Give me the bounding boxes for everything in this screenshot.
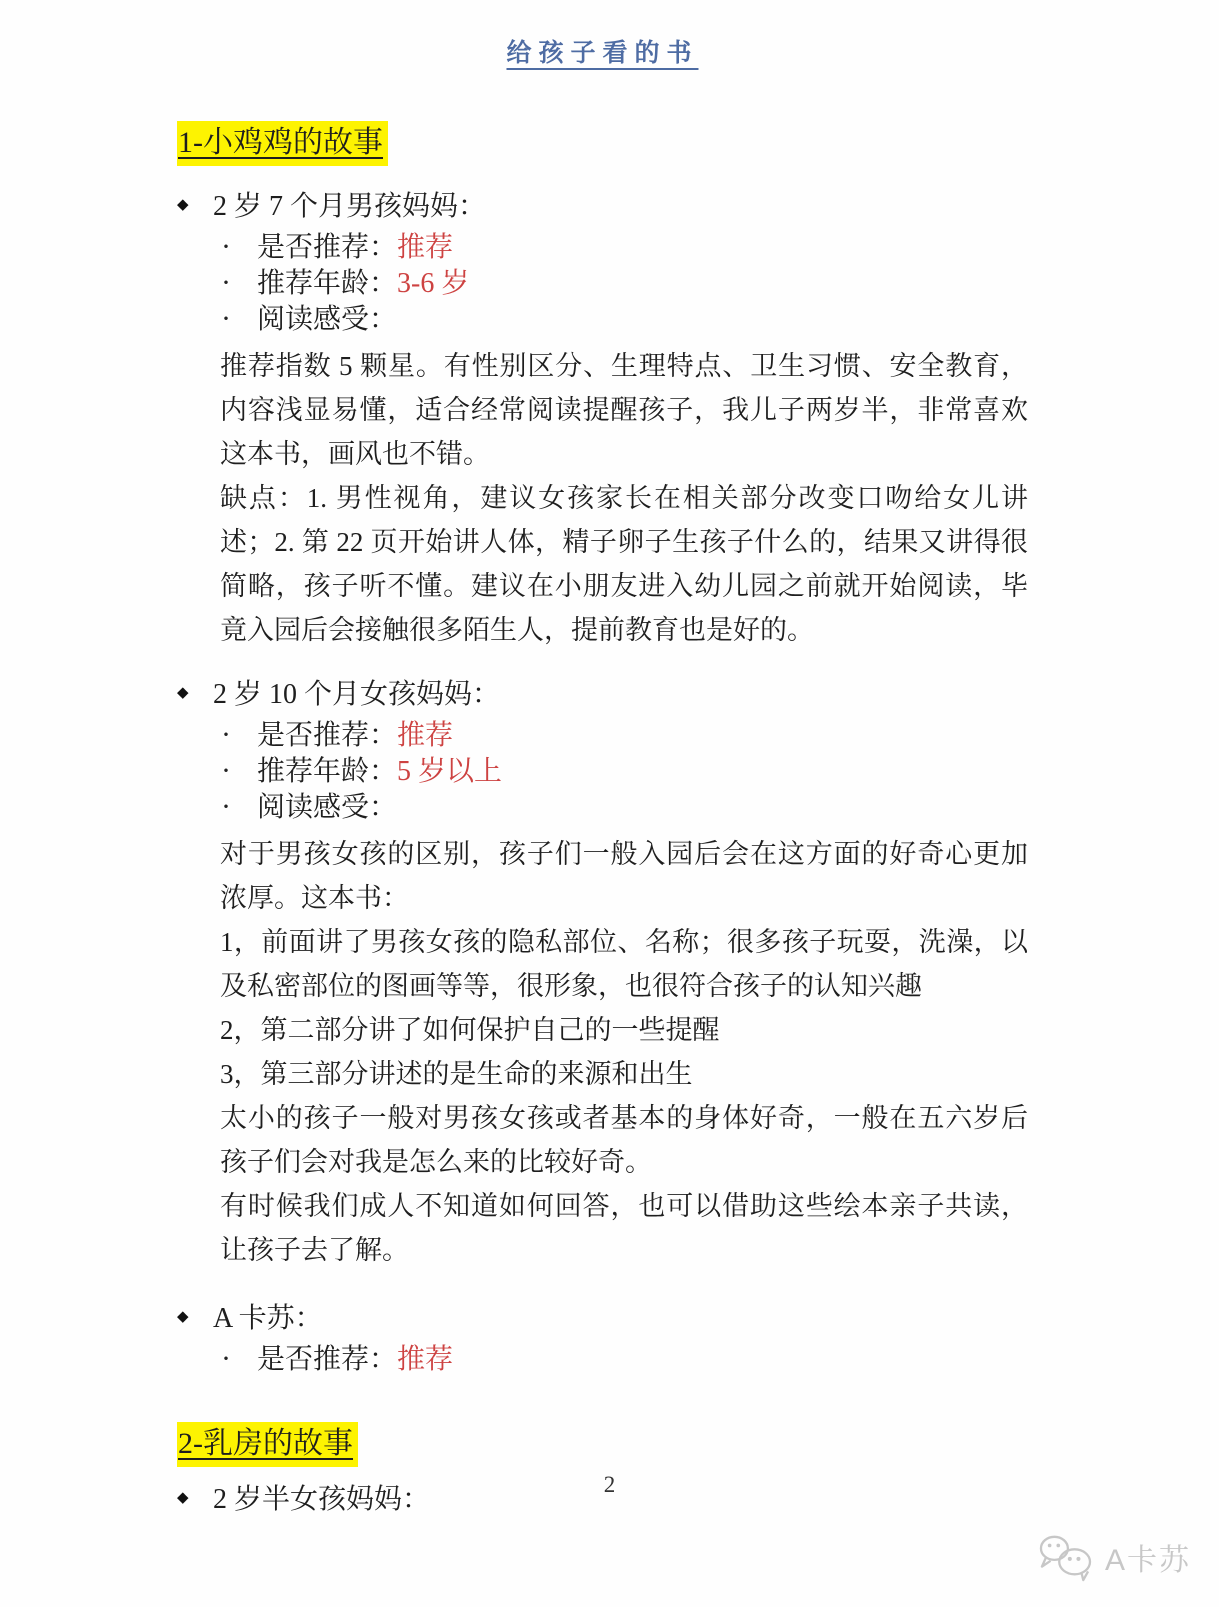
paragraph: 有时候我们成人不知道如何回答，也可以借助这些绘本亲子共读，让孩子去了解。 bbox=[220, 1191, 1028, 1265]
dot-bullet-icon: · bbox=[221, 718, 231, 751]
item-feeling bbox=[177, 302, 1028, 338]
item-label: 是否推荐： bbox=[257, 1344, 398, 1375]
paragraph: 对于男孩女孩的区别，孩子们一般入园后会在这方面的好奇心更加浓厚。这本书： bbox=[220, 839, 1028, 913]
item-value: 5 岁以上 bbox=[397, 756, 503, 787]
dot-bullet-icon: · bbox=[221, 230, 231, 263]
item-value: 推荐 bbox=[397, 1344, 454, 1375]
item-label: 推荐年龄： bbox=[257, 756, 398, 787]
item-value: 推荐 bbox=[397, 720, 454, 751]
section-1-heading-text: 1-小鸡鸡的故事 bbox=[177, 121, 388, 166]
item-label: 是否推荐： bbox=[257, 720, 398, 751]
item-feeling bbox=[177, 790, 1028, 826]
dot-bullet-icon: · bbox=[221, 1342, 231, 1375]
entry-items bbox=[177, 1342, 1028, 1378]
document-title bbox=[177, 36, 1028, 75]
diamond-bullet-icon: ◆ bbox=[177, 197, 189, 213]
paragraph: 2，第二部分讲了如何保护自己的一些提醒 bbox=[220, 1015, 720, 1045]
dot-bullet-icon: · bbox=[221, 754, 231, 787]
item-label: 是否推荐： bbox=[257, 232, 398, 263]
entry-items bbox=[177, 230, 1028, 338]
section-1 bbox=[177, 121, 1028, 1378]
section-2-heading-text: 2-乳房的故事 bbox=[177, 1422, 358, 1467]
watermark bbox=[1033, 1532, 1191, 1582]
entry-title-text: 2 岁半女孩妈妈： bbox=[213, 1484, 431, 1515]
watermark-text: A卡苏 bbox=[1104, 1544, 1191, 1577]
diamond-bullet-icon: ◆ bbox=[177, 1490, 189, 1506]
entry-paragraphs bbox=[220, 344, 1028, 652]
diamond-bullet-icon: ◆ bbox=[177, 1309, 189, 1325]
entry-title-text: 2 岁 10 个月女孩妈妈： bbox=[213, 679, 501, 710]
entry-title bbox=[177, 1298, 1028, 1340]
item-value: 3-6 岁 bbox=[397, 268, 470, 299]
item-label: 推荐年龄： bbox=[257, 268, 398, 299]
item-label: 阅读感受： bbox=[257, 304, 398, 335]
entry-boy-2y7m bbox=[177, 186, 1028, 652]
document-title-text: 给孩子看的书 bbox=[506, 40, 699, 67]
page-number: 2 bbox=[603, 1472, 616, 1497]
dot-bullet-icon: · bbox=[221, 266, 231, 299]
document-content bbox=[177, 0, 1028, 1521]
entry-title-text: 2 岁 7 个月男孩妈妈： bbox=[213, 191, 487, 222]
entry-items bbox=[177, 718, 1028, 826]
item-age bbox=[177, 266, 1028, 302]
item-label: 阅读感受： bbox=[257, 792, 398, 823]
diamond-bullet-icon: ◆ bbox=[177, 685, 189, 701]
entry-title bbox=[177, 674, 1028, 716]
entry-title bbox=[177, 186, 1028, 228]
paragraph: 缺点：1. 男性视角，建议女孩家长在相关部分改变口吻给女儿讲述；2. 第 22 页开始讲人体，精子卵子生孩子什么的，结果又讲得很简略，孩子听不懂。建议在小朋友进入幼儿园之前就开始阅读，毕竟入园后会接触很多陌生人，提前教育也是好的。 bbox=[220, 483, 1028, 645]
paragraph: 3，第三部分讲述的是生命的来源和出生 bbox=[220, 1059, 693, 1089]
dot-bullet-icon: · bbox=[221, 790, 231, 823]
entry-title-text: A 卡苏： bbox=[213, 1303, 323, 1334]
paragraph: 1，前面讲了男孩女孩的隐私部位、名称；很多孩子玩耍，洗澡，以及私密部位的图画等等，很形象，也很符合孩子的认知兴趣 bbox=[220, 927, 1028, 1001]
item-age bbox=[177, 754, 1028, 790]
wechat-icon bbox=[1033, 1532, 1097, 1582]
paragraph: 推荐指数 5 颗星。有性别区分、生理特点、卫生习惯、安全教育，内容浅显易懂，适合经常阅读提醒孩子，我儿子两岁半，非常喜欢这本书，画风也不错。 bbox=[220, 351, 1028, 469]
paragraph: 太小的孩子一般对男孩女孩或者基本的身体好奇，一般在五六岁后孩子们会对我是怎么来的比较好奇。 bbox=[220, 1103, 1028, 1177]
item-recommend bbox=[177, 718, 1028, 754]
item-recommend bbox=[177, 1342, 1028, 1378]
dot-bullet-icon: · bbox=[221, 302, 231, 335]
section-2-heading bbox=[177, 1422, 1028, 1471]
entry-paragraphs bbox=[220, 832, 1028, 1272]
item-value: 推荐 bbox=[397, 232, 454, 263]
section-1-heading bbox=[177, 121, 1028, 170]
item-recommend bbox=[177, 230, 1028, 266]
entry-a-kasu bbox=[177, 1298, 1028, 1378]
entry-girl-2y10m bbox=[177, 674, 1028, 1272]
